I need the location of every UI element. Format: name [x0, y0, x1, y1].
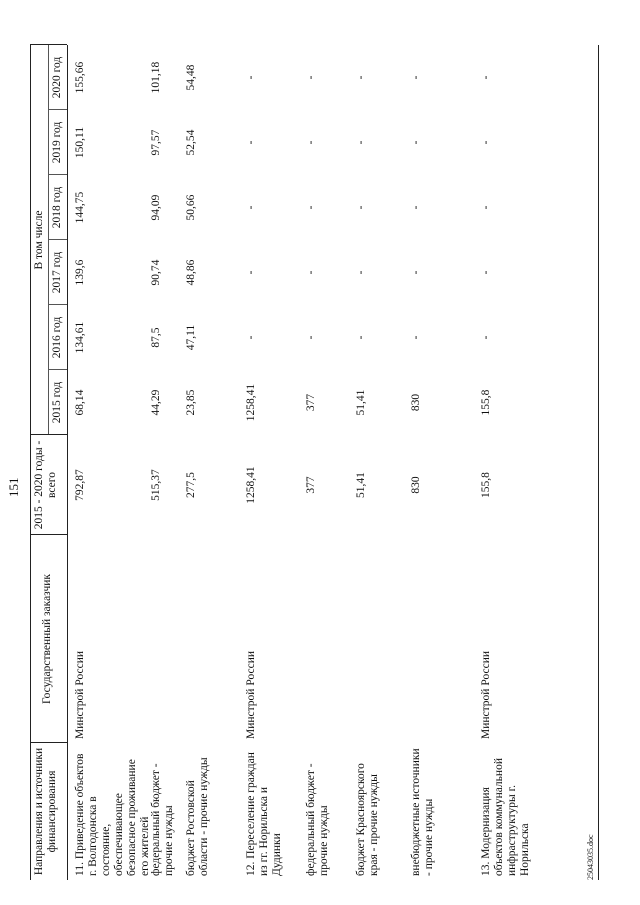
row-total: 1258,41 [245, 466, 257, 504]
header-customer: Государственный заказчик [41, 573, 53, 705]
row-name: бюджет Ростовской области - прочие нужды [185, 757, 210, 876]
row-name: 11. Приведение объектов г. Волгодонска в состояние, обеспечивающее безопасное проживание его жителей [74, 753, 151, 876]
row-year-value: - [305, 140, 317, 145]
rotated-table [0, 20, 600, 880]
row-year-value: 54,48 [185, 64, 197, 91]
header-year-2016: 2016 год [51, 316, 63, 359]
row-year-value: - [305, 75, 317, 80]
row-year-value: - [410, 75, 422, 80]
row-year-value: - [245, 75, 257, 80]
row-name: внебюджетные источники - прочие нужды [410, 748, 435, 876]
row-year-value: - [410, 270, 422, 275]
row-year-value: 97,57 [150, 129, 162, 156]
row-total: 277,5 [185, 472, 197, 498]
row-total: 377 [305, 476, 317, 494]
row-year-value: 48,86 [185, 259, 197, 286]
row-total: 830 [410, 476, 422, 494]
row-total: 792,87 [74, 469, 86, 501]
row-year-value: - [480, 270, 492, 275]
row-year-value: 139,6 [74, 259, 86, 286]
row-year-value: 134,61 [74, 321, 86, 354]
row-year-value: 150,11 [74, 126, 86, 159]
header-period: 2015 - 2020 годы - всего [33, 440, 58, 530]
row-year-value: - [410, 335, 422, 340]
header-including: В том числе [33, 210, 45, 270]
row-year-value: - [245, 270, 257, 275]
table-top-border [30, 45, 31, 880]
header-year-2019: 2019 год [51, 121, 63, 164]
header-year-2020: 2020 год [51, 56, 63, 99]
row-year-value: - [245, 335, 257, 340]
page-number: 151 [6, 477, 21, 497]
row-year-value: - [245, 205, 257, 210]
row-name: федеральный бюджет - прочие нужды [150, 763, 175, 876]
row-year-value: - [305, 335, 317, 340]
header-year-2017: 2017 год [51, 251, 63, 294]
row-year-value: - [480, 335, 492, 340]
row-name: федеральный бюджет - прочие нужды [305, 763, 330, 876]
row-year-value: - [305, 270, 317, 275]
row-customer: Минстрой России [245, 651, 257, 739]
header-direction: Направления и источники финансирования [33, 747, 58, 876]
row-year-value: - [305, 205, 317, 210]
col-divider-2016 [48, 369, 67, 370]
row-year-value: 144,75 [74, 191, 86, 224]
row-year-value: - [355, 140, 367, 145]
row-year-value: 51,41 [355, 389, 367, 416]
row-year-value: - [355, 75, 367, 80]
row-year-value: 44,29 [150, 389, 162, 416]
row-year-value: 155,8 [480, 389, 492, 416]
row-total: 515,37 [150, 469, 162, 501]
row-year-value: 155,66 [74, 61, 86, 94]
row-year-value: 90,74 [150, 259, 162, 286]
row-year-value: 52,54 [185, 129, 197, 156]
row-year-value: - [355, 270, 367, 275]
row-total: 51,41 [355, 472, 367, 498]
header-year-2018: 2018 год [51, 186, 63, 229]
row-name: 13. Модернизация объектов коммунальной инфраструктуры г. Норильска [480, 758, 531, 876]
row-year-value: - [355, 205, 367, 210]
col-divider-2019 [48, 174, 67, 175]
row-year-value: 68,14 [74, 389, 86, 416]
row-year-value: 377 [305, 393, 317, 412]
row-year-value: 101,18 [150, 61, 162, 94]
row-year-value: 87,5 [150, 327, 162, 348]
header-year-2015: 2015 год [51, 381, 63, 424]
row-year-value: 50,66 [185, 194, 197, 221]
row-year-value: - [410, 140, 422, 145]
header-bottom-border [67, 45, 68, 880]
row-total: 155,8 [480, 472, 492, 498]
row-name: бюджет Красноярского края - прочие нужды [355, 763, 380, 876]
row-customer: Минстрой России [74, 651, 86, 739]
row-name: 12. Переселение граждан из гг. Норильска и Дудинки [245, 752, 283, 876]
header-subline [48, 45, 49, 435]
row-year-value: - [480, 140, 492, 145]
col-divider-2020 [48, 109, 67, 110]
row-year-value: 23,85 [185, 389, 197, 416]
col-divider-customer [30, 742, 67, 743]
table-bottom-border [598, 45, 599, 880]
col-divider-total [30, 534, 67, 535]
row-year-value: 47,11 [185, 324, 197, 351]
row-year-value: - [410, 205, 422, 210]
row-year-value: 94,09 [150, 194, 162, 221]
row-customer: Минстрой России [480, 651, 492, 739]
row-year-value: 830 [410, 393, 422, 412]
col-divider-2017 [48, 304, 67, 305]
row-year-value: - [480, 205, 492, 210]
row-year-value: - [245, 140, 257, 145]
doc-id: 25043035.doc [586, 834, 595, 880]
row-year-value: 1258,41 [245, 383, 257, 422]
col-divider-2018 [48, 239, 67, 240]
row-year-value: - [480, 75, 492, 80]
row-year-value: - [355, 335, 367, 340]
